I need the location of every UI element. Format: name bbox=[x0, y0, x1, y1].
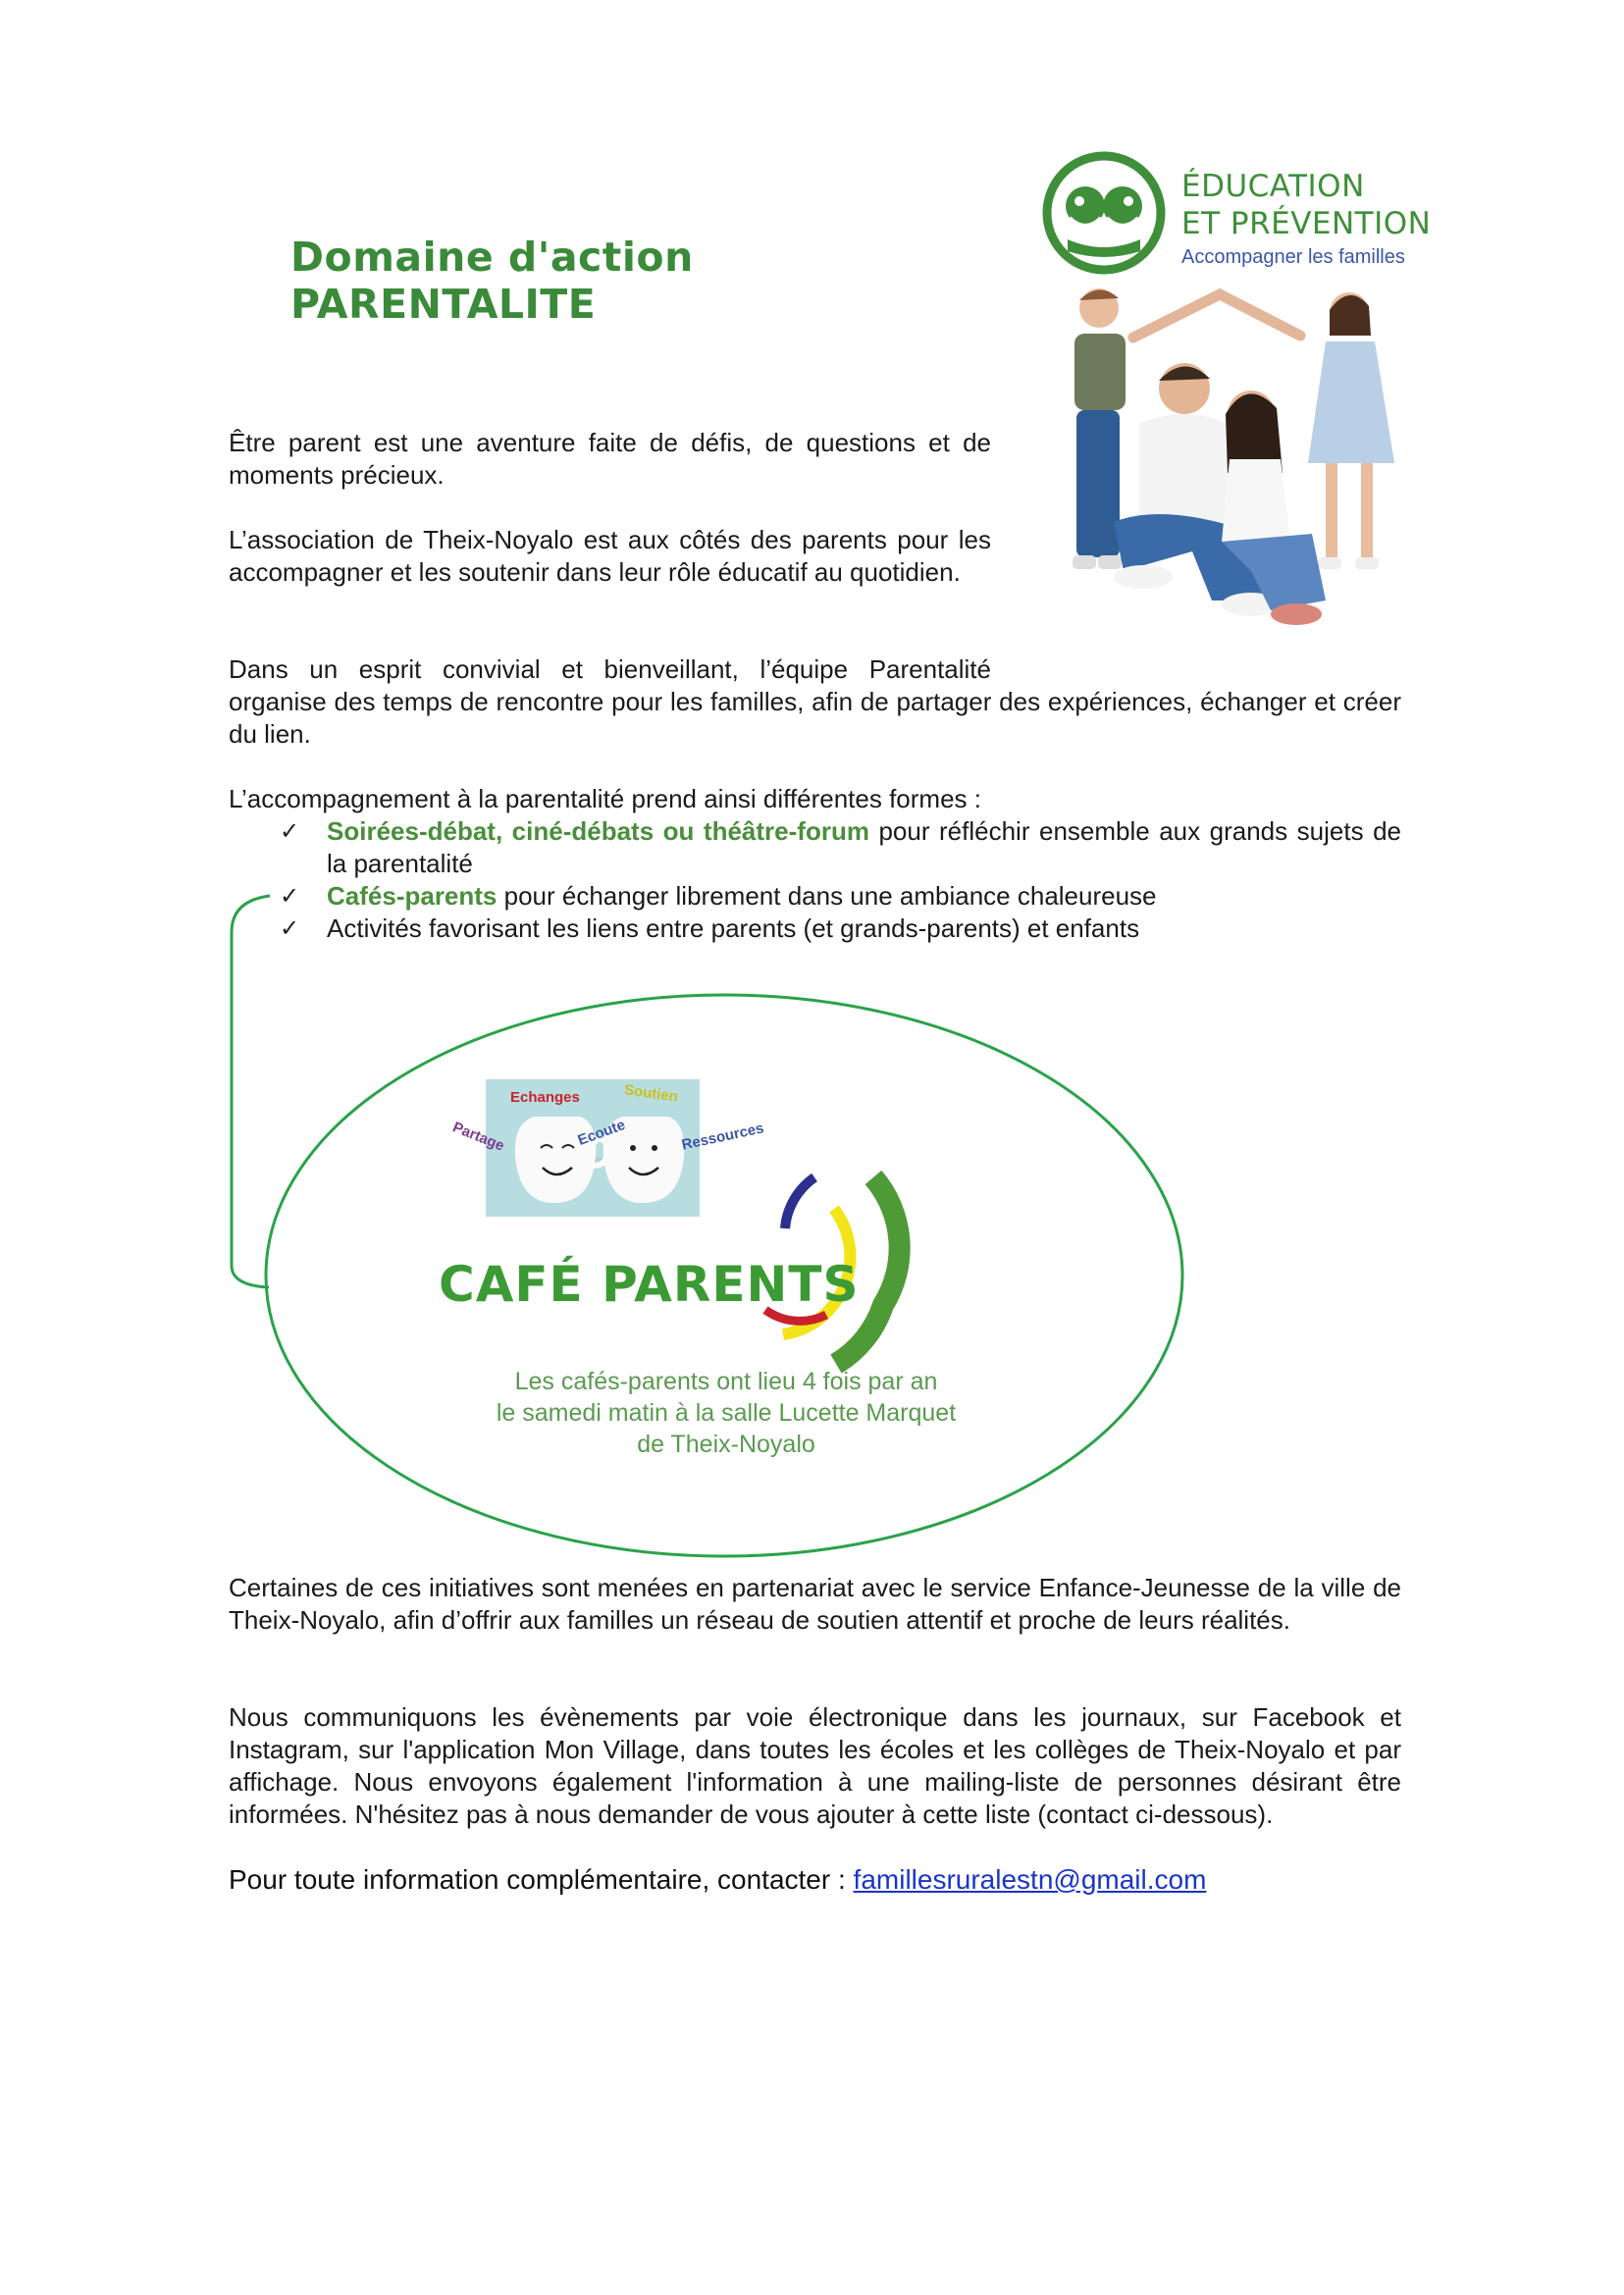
brand-line2: ET PRÉVENTION bbox=[1181, 206, 1432, 241]
list-item-text: pour réfléchir ensemble aux grands sujets de la parentalité bbox=[327, 816, 1401, 878]
contact-line bbox=[229, 1864, 1401, 1896]
intro-paragraph-2: L’association de Theix-Noyalo est aux côtés des parents pour les accompagner et les soutenir dans leur rôle éducatif au quotidien. bbox=[229, 525, 991, 587]
check-icon: ✓ bbox=[280, 915, 300, 942]
contact-label: Pour toute information complémentaire, contacter : bbox=[229, 1864, 854, 1895]
cafe-schedule-line: Les cafés-parents ont lieu 4 fois par an bbox=[514, 1368, 938, 1395]
cafe-parents-title: CAFÉ PARENTS bbox=[439, 1256, 860, 1313]
cafe-word: Soutien bbox=[623, 1081, 679, 1106]
intro-paragraph-3-rest: organise des temps de rencontre pour les familles, afin de partager des expériences, échanger et créer du lien. bbox=[229, 687, 1401, 749]
page-title: Domaine d'action PARENTALITE bbox=[290, 234, 694, 328]
cafe-schedule bbox=[412, 1366, 1040, 1460]
intro-paragraph-3-line1: Dans un esprit convivial et bienveillant, l’équipe Parentalité bbox=[229, 654, 991, 684]
cafe-word: Ressources bbox=[680, 1120, 765, 1154]
forms-intro: L’accompagnement à la parentalité prend ainsi différentes formes : bbox=[229, 784, 981, 813]
brand-tagline: Accompagner les familles bbox=[1181, 246, 1405, 268]
brand-line1: ÉDUCATION bbox=[1181, 169, 1365, 204]
partnership-paragraph: Certaines de ces initiatives sont menées en partenariat avec le service Enfance-Jeunesse de la ville de Theix-Noyalo, afin d’offrir aux familles un réseau de soutien attentif et proche de leurs réalités. bbox=[229, 1573, 1401, 1635]
communication-paragraph: Nous communiquons les évènements par voie électronique dans les journaux, sur Facebook et Instagram, sur l'application Mon Village, dans toutes les écoles et les collèges de Theix-Noyalo et par affichage. Nous envoyons également l'information à une mailing-liste de personnes désirant être informées. N'hésitez pas à nous demander de vous ajouter à cette liste (contact ci-dessous). bbox=[229, 1702, 1401, 1829]
list-item-text: Activités favorisant les liens entre parents (et grands-parents) et enfants bbox=[327, 913, 1140, 943]
cafe-word: Ecoute bbox=[575, 1116, 628, 1150]
check-icon: ✓ bbox=[280, 883, 300, 910]
contact-email-link[interactable]: famillesruralestn@gmail.com bbox=[853, 1864, 1207, 1895]
intro-paragraph-1: Être parent est une aventure faite de défis, de questions et de moments précieux. bbox=[229, 428, 991, 490]
check-icon: ✓ bbox=[280, 818, 300, 845]
cafe-word: Echanges bbox=[510, 1089, 580, 1106]
cafe-schedule-line: le samedi matin à la salle Lucette Marquet bbox=[496, 1399, 957, 1427]
list-item-emphasis: Cafés-parents bbox=[327, 881, 498, 911]
list-item-text: pour échanger librement dans une ambiance chaleureuse bbox=[497, 881, 1157, 911]
list-item-emphasis: Soirées-débat, ciné-débats ou théâtre-forum bbox=[327, 816, 869, 846]
cafe-word: Partage bbox=[449, 1119, 507, 1155]
cafe-schedule-line: de Theix-Noyalo bbox=[637, 1431, 815, 1458]
